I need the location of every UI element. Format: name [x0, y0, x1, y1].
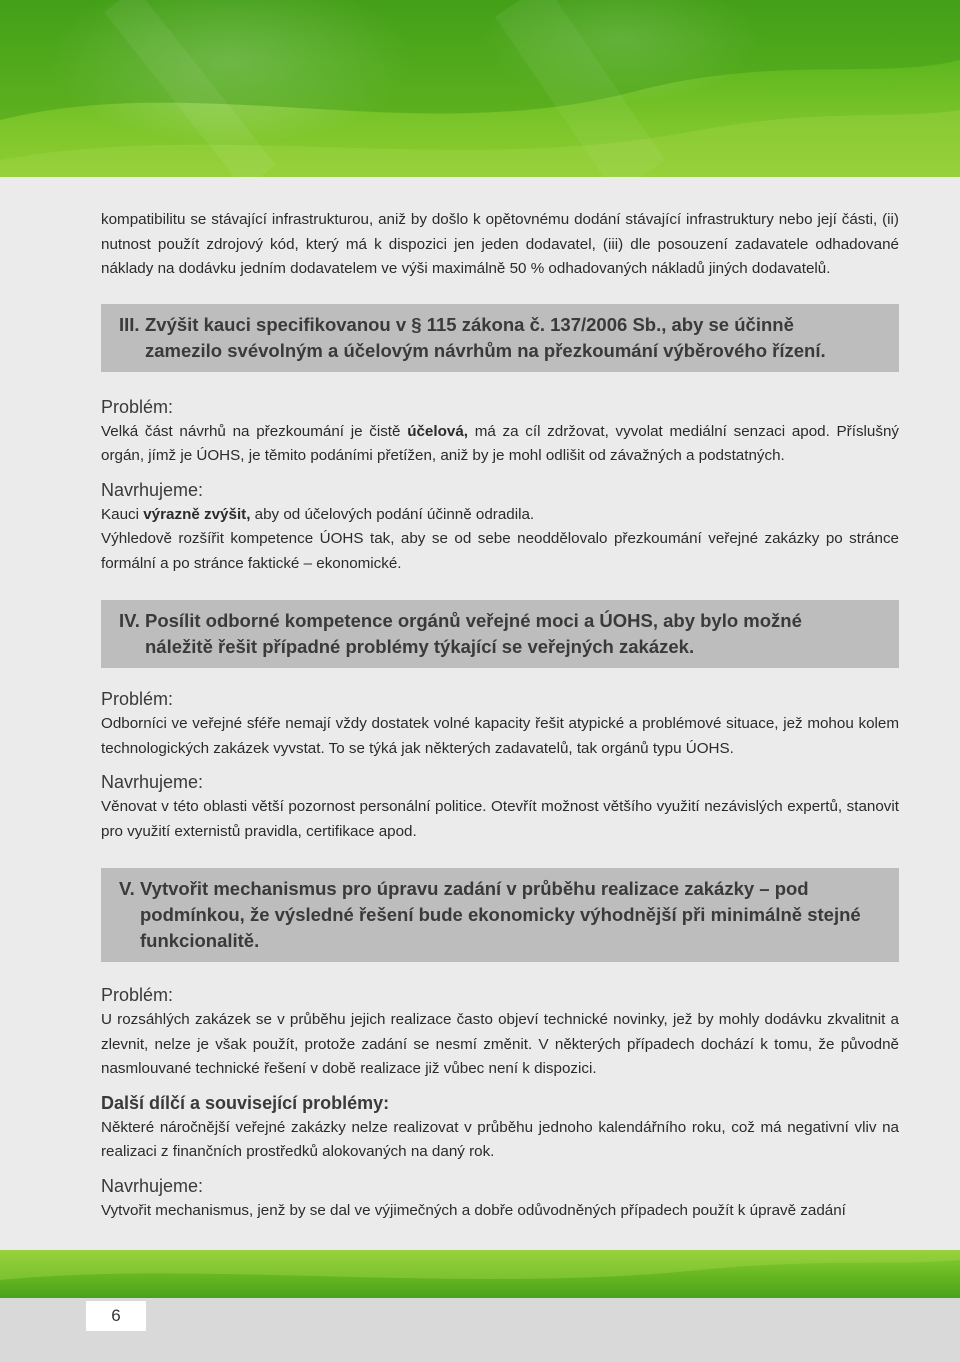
section-5-heading	[101, 868, 899, 962]
section-5-title-line-2: podmínkou, že výsledné řešení bude ekonomicky výhodnější při minimálně stejné	[140, 904, 861, 925]
section-5-title-line-1: Vytvořit mechanismus pro úpravu zadání v průběhu realizace zakázky – pod	[140, 878, 809, 899]
section-4-number: IV.	[119, 610, 140, 631]
section-4-title-line-2: náležitě řešit případné problémy týkající se veřejných zakázek.	[145, 636, 695, 657]
section-3-proposal-2: Výhledově rozšířit kompetence ÚOHS tak, aby se od sebe neoddělovalo přezkoumání veřejné zakázky po stránce formální a po stránce faktické – ekonomické.	[101, 530, 899, 572]
section-5-number: V.	[119, 878, 135, 899]
section-4-proposal-label: Navrhujeme:	[101, 772, 204, 792]
section-5-problem-text: U rozsáhlých zakázek se v průběhu jejich realizace často objeví technické novinky, jež by mohly dodávku zkvalitnit a zlevnit, nelze je však použít, protože zadání se nesmí změnit. V některých případech dochází k tomu, že původně nasmlouvané technické řešení v době realizace již vůbec není k dispozici.	[101, 1011, 899, 1077]
banner-decoration	[0, 0, 960, 177]
section-4-title-line-1: Posílit odborné kompetence orgánů veřejné moci a ÚOHS, aby bylo možné	[145, 610, 802, 631]
section-3-proposal-1: Kauci výrazně zvýšit, aby od účelových podání účinně odradila.	[101, 505, 535, 523]
section-3-heading	[101, 304, 899, 372]
section-4-problem-label: Problém:	[101, 689, 174, 709]
section-3-proposal-label: Navrhujeme:	[101, 479, 204, 500]
section-3-title-line-1: Zvýšit kauci specifikovanou v § 115 zákona č. 137/2006 Sb., aby se účinně	[145, 313, 794, 335]
section-3-problem-label: Problém:	[101, 396, 174, 417]
section-3-title-line-2: zamezilo svévolným a účelovým návrhům na přezkoumání výběrového řízení.	[145, 339, 826, 361]
top-banner	[0, 0, 960, 177]
section-5-related-text: Některé náročnější veřejné zakázky nelze realizovat v průběhu jednoho kalendářního roku, což má negativní vliv na realizaci z finančních prostředků alokovaných na daný rok.	[101, 1118, 899, 1160]
section-3-number: III.	[119, 313, 140, 335]
section-4-proposal-text: Věnovat v této oblasti větší pozornost personální politice. Otevřít možnost většího využití nezávislých expertů, stanovit pro využití externistů pravidla, certifikace apod.	[101, 798, 899, 840]
page-content	[101, 208, 899, 1223]
section-4-heading	[101, 600, 899, 668]
section-5-title-line-3: funkcionalitě.	[140, 930, 260, 951]
section-3-problem-text: Velká část návrhů na přezkoumání je čistě účelová, má za cíl zdržovat, vyvolat mediální senzaci apod. Příslušný orgán, jímž je ÚOHS, je těmito podáními přetížen, aniž by je mohl odlišit od závažných a podstatných.	[101, 422, 899, 464]
page-number: 6	[86, 1301, 146, 1331]
footer-green-strip	[0, 1250, 960, 1298]
section-5-problem-label: Problém:	[101, 985, 174, 1005]
section-5-proposal-label: Navrhujeme:	[101, 1175, 204, 1196]
section-5-proposal-text: Vytvořit mechanismus, jenž by se dal ve výjimečných a dobře odůvodněných případech použít k úpravě zadání	[101, 1201, 846, 1219]
section-5-related-label: Další dílčí a související problémy:	[101, 1092, 390, 1113]
section-4-problem-text: Odborníci ve veřejné sféře nemají vždy dostatek volné kapacity řešit atypické a problémové situace, jež mohou kolem technologických zakázek vyvstat. To se týká jak některých zadavatelů, tak orgánů typu ÚOHS.	[101, 715, 899, 757]
footer-decoration	[0, 1250, 960, 1298]
intro-paragraph: kompatibilitu se stávající infrastrukturou, aniž by došlo k opětovnému dodání stávající infrastruktury nebo její části, (ii) nutnost použít zdrojový kód, který má k dispozici jen jeden dodavatel, (iii) dle posouzení zadavatele odhadované náklady na dodávku jedním dodavatelem ve výši maximálně 50 % odhadovaných nákladů jiných dodavatelů.	[101, 211, 899, 277]
